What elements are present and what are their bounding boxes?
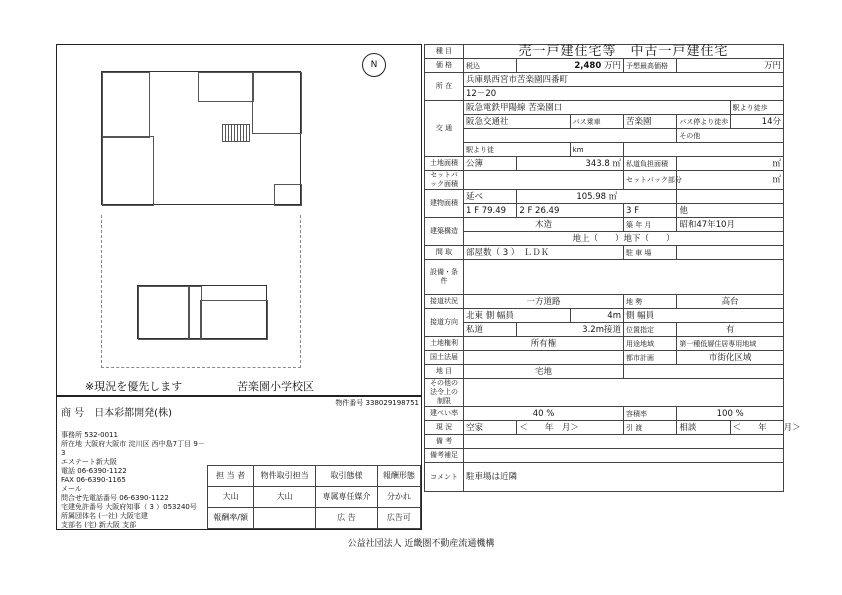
spec-table: 種 目 売一戸建住宅等 中古一戸建住宅 価 格 税込 2,480 万円 予想最高価格 万円 所 在 兵庫県西宮市苦楽園四番町 12－20 交 通 阪急電鉄甲陽線 苦楽園口 駅より徒歩 阪急交通社 バス乗車 苦楽園 バス停より徒歩 14分 その他 駅より徒 km 土地面積 公簿 343.8 ㎡ 私道負担面積 ㎡ セットバック面積 セットバック部分 ㎡ 建物面積 延べ 105.98 ㎡ 1 F 79.49 2 F 26.49 3 F 他 建築構造 木造 築 年 月 昭和47年10月 地上（ ）地下（ ） 間 取 部屋数（ 3 ） ＬＤＫ 駐 車 場 設備・条件 接道状況 一方道路 地 勢 高台 接道方向 北東 側 幅員 4m 側 幅員 私道 3.2m接道 位置指定 有 土地権利 所有権 用途地域 第一種低層住居専用地域 国土法届 都市計画 市街化区域 地 目 宅地 その他の法令上の制限 建ぺい率 40 % 容積率 100 % 現 況 空家 ＜ 年 月＞ 引 渡 相談 ＜ 年 月＞ 備 考 備考補足 コメント 駐車場は近隣 — [424, 44, 784, 492]
plan-caption: ※現況を優先します — [85, 380, 183, 393]
property-id: 338029198751 — [365, 399, 419, 407]
upper-floor-plan — [137, 285, 267, 339]
land-area: 343.8 — [585, 158, 610, 169]
room — [274, 184, 302, 206]
stairs — [222, 124, 250, 142]
room — [252, 72, 302, 134]
room — [138, 286, 190, 340]
property-type: 売一戸建住宅等 中古一戸建住宅 — [464, 45, 784, 59]
compass-icon: N — [362, 53, 386, 77]
staff-table: 担 当 者 物件取引担当 取引態様 報酬形態 大山 大山 専属専任媒介 分かれ 報酬率/額 広 告 広告可 — [207, 465, 421, 529]
room — [200, 300, 268, 340]
price-value: 2,480 — [574, 60, 602, 71]
school-district: 苦楽園小学校区 — [237, 380, 314, 393]
company-name: 日本彩都開発(株) — [94, 408, 172, 419]
floor-plan-panel — [56, 44, 422, 396]
agent-panel: 物件番号 338029198751 商 号 日本彩都開発(株) 事務所 532-0011 所在地 大阪府大阪市 淀川区 西中島7丁目 9－3 エステート新大阪 電話 06-6390-1122 FAX 06-6390-1165 メール 問合せ先電話番号 06-6390-1122 宅建免許番号 大阪府知事（ 3 ）053240号 所属団体名 (一社) 大阪宅建 支部名 (宅) 新大阪 支部 担 当 者 物件取引担当 取引態様 報酬形態 大山 大山 専属専任媒介 分かれ 報酬率/額 広 告 広告可 — [56, 396, 422, 530]
footer-org: 公益社団法人 近畿圏不動産流通機構 — [347, 539, 495, 549]
room — [198, 72, 254, 102]
room — [102, 136, 154, 206]
comment: 駐車場は近隣 — [464, 463, 784, 492]
building-area: 105.98 — [576, 191, 607, 202]
ground-floor-plan — [101, 71, 301, 205]
room — [102, 72, 150, 138]
